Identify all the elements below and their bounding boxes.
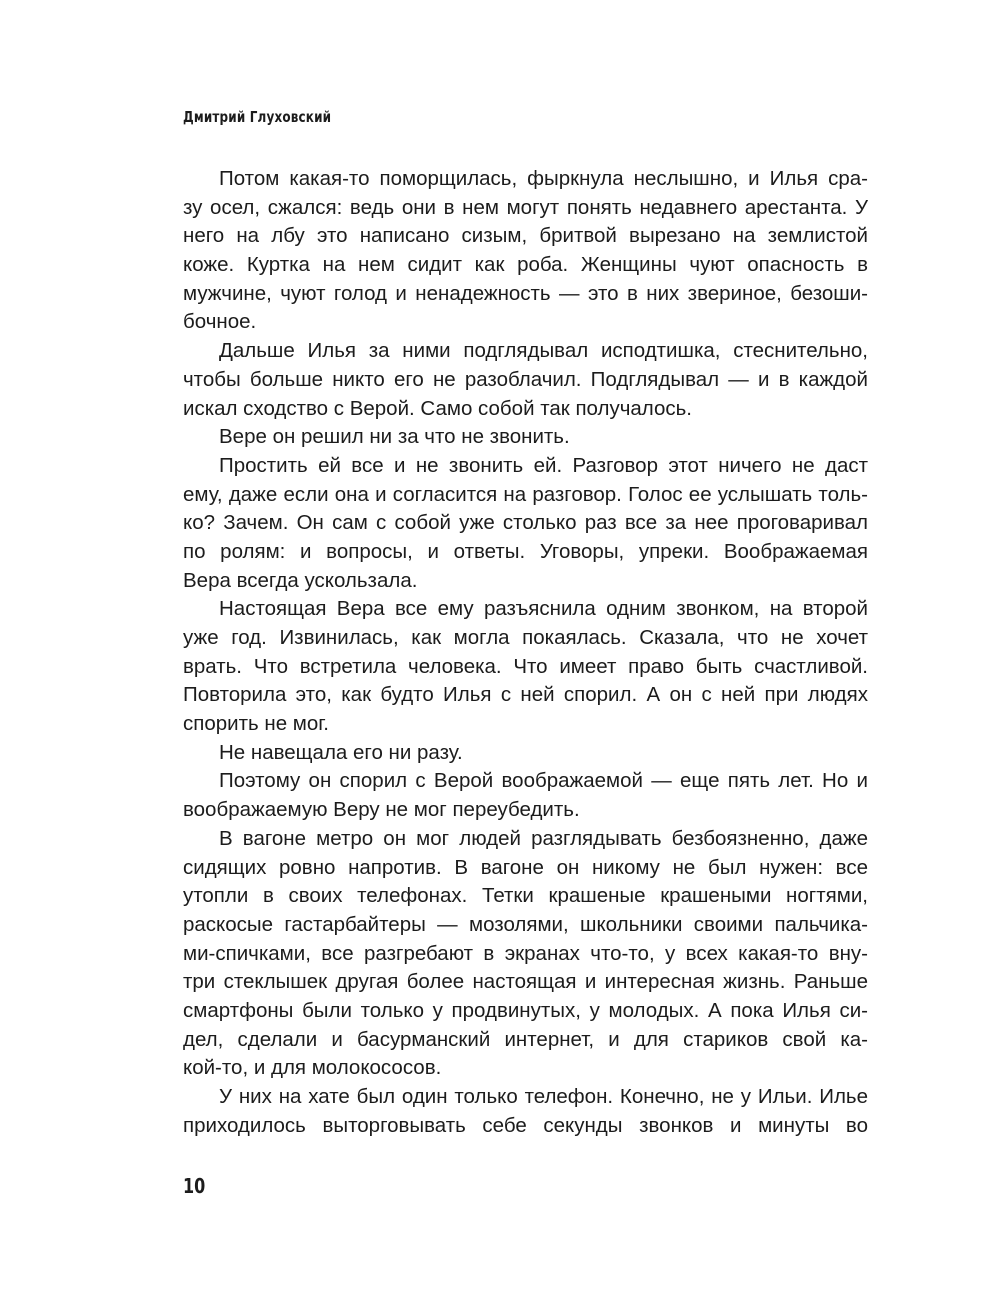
text-line: спорить не мог.	[183, 712, 329, 736]
text-line: зу осел, сжался: ведь они в нем могут понять недавнего арестанта. У	[183, 195, 868, 219]
text-line: ми-спичками, все разгребают в экранах что-то, у всех какая-то вну-	[183, 941, 868, 965]
text-line: ему, даже если она и согласится на разговор. Голос ее услышать толь-	[183, 482, 868, 506]
text-line: Простить ей все и не звонить ей. Разговор этот ничего не даст	[219, 453, 868, 477]
text-line: Вера всегда ускользала.	[183, 568, 418, 592]
text-line: чтобы больше никто его не разоблачил. Подглядывал — и в каждой	[183, 367, 868, 391]
text-line: Потом какая-то поморщилась, фыркнула неслышно, и Илья сра-	[219, 167, 868, 190]
text-line: бочное.	[183, 310, 257, 334]
paragraph	[183, 337, 868, 423]
text-line: три стеклышек другая более настоящая и интересная жизнь. Раньше	[183, 970, 868, 994]
paragraph	[183, 452, 868, 595]
text-line: коже. Куртка на нем сидит как роба. Женщины чуют опасность в	[183, 253, 868, 277]
page-number: 10	[183, 1174, 206, 1198]
text-line: мужчине, чуют голод и ненадежность — это в них звериное, безоши-	[183, 281, 868, 305]
text-line: врать. Что встретила человека. Что имеет право быть счастливой.	[183, 654, 868, 678]
text-line: Вере он решил ни за что не звонить.	[219, 425, 570, 449]
text-line: Повторила это, как будто Илья с ней спорил. А он с ней при людях	[183, 683, 868, 707]
text-line: ко? Зачем. Он сам с собой уже столько раз все за нее проговаривал	[183, 511, 868, 535]
text-line: У них на хате был один только телефон. Конечно, не у Ильи. Илье	[219, 1085, 868, 1108]
text-line: воображаемую Веру не мог переубедить.	[183, 798, 580, 822]
body-text	[183, 165, 868, 1140]
text-line: кой-то, и для молокососов.	[183, 1056, 442, 1080]
text-line: дел, сделали и басурманский интернет, и для стариков свой ка-	[183, 1027, 868, 1051]
text-line: по ролям: и вопросы, и ответы. Уговоры, упреки. Воображаемая	[183, 539, 868, 563]
text-line: него на лбу это написано сизым, бритвой вырезано на землистой	[183, 224, 868, 248]
paragraph	[183, 165, 868, 337]
paragraph	[183, 767, 868, 824]
text-line: утопли в своих телефонах. Тетки крашеные крашеными ногтями,	[183, 884, 868, 908]
running-head-author: Дмитрий Глуховский	[183, 108, 332, 126]
text-line: В вагоне метро он мог людей разглядывать безбоязненно, даже	[219, 826, 868, 850]
text-line: искал сходство с Верой. Само собой так получалось.	[183, 396, 693, 420]
text-line: смартфоны были только у продвинутых, у молодых. А пока Илья си-	[183, 998, 868, 1022]
text-line: сидящих ровно напротив. В вагоне он никому не был нужен: все	[183, 855, 868, 879]
paragraph	[183, 1083, 868, 1140]
text-line: Настоящая Вера все ему разъяснила одним звонком, на второй	[219, 597, 868, 621]
text-line: раскосые гастарбайтеры — мозолями, школьники своими пальчика-	[183, 912, 868, 936]
paragraph	[183, 825, 868, 1083]
text-line: Не навещала его ни разу.	[219, 740, 463, 764]
paragraph	[183, 595, 868, 738]
text-line: уже год. Извинилась, как могла покаялась. Сказала, что не хочет	[183, 626, 868, 649]
paragraph	[183, 423, 868, 452]
paragraph	[183, 739, 868, 768]
text-line: Поэтому он спорил с Верой воображаемой — еще пять лет. Но и	[219, 769, 868, 793]
text-line: приходилось выторговывать себе секунды звонков и минуты во	[183, 1113, 868, 1137]
text-line: Дальше Илья за ними подглядывал исподтишка, стеснительно,	[219, 339, 868, 363]
